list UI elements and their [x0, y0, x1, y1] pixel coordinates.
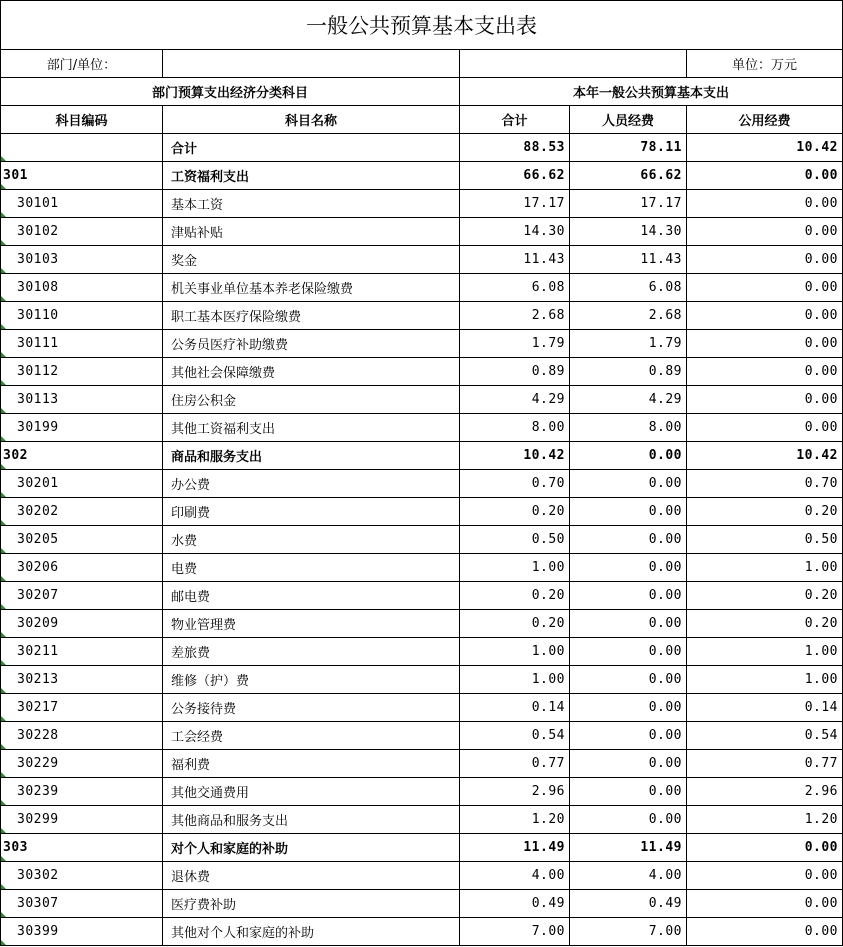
public-cell[interactable]: 2.96	[687, 778, 843, 806]
personnel-cell[interactable]: 0.89	[570, 358, 687, 386]
dept-label: 部门/单位：	[1, 50, 163, 78]
table-row	[1, 190, 843, 218]
name-cell[interactable]: 维修（护）费	[163, 666, 460, 694]
personnel-cell[interactable]: 0.00	[570, 610, 687, 638]
public-cell[interactable]: 1.00	[687, 554, 843, 582]
code-cell[interactable]: 30103	[1, 246, 163, 274]
table-row	[1, 134, 843, 162]
table-row	[1, 862, 843, 890]
personnel-cell[interactable]: 0.00	[570, 750, 687, 778]
total-cell[interactable]: 0.77	[460, 750, 570, 778]
personnel-cell[interactable]: 0.00	[570, 498, 687, 526]
personnel-cell[interactable]: 2.68	[570, 302, 687, 330]
code-cell[interactable]: 30307	[1, 890, 163, 918]
total-cell[interactable]: 0.20	[460, 498, 570, 526]
name-cell[interactable]: 退休费	[163, 862, 460, 890]
code-cell[interactable]: 30213	[1, 666, 163, 694]
code-cell[interactable]: 30209	[1, 610, 163, 638]
name-cell[interactable]: 奖金	[163, 246, 460, 274]
table-row	[1, 582, 843, 610]
total-cell[interactable]: 8.00	[460, 414, 570, 442]
total-cell[interactable]: 0.20	[460, 610, 570, 638]
personnel-cell[interactable]: 0.00	[570, 470, 687, 498]
personnel-cell[interactable]: 0.00	[570, 582, 687, 610]
name-cell[interactable]: 合计	[163, 134, 460, 162]
total-cell[interactable]: 7.00	[460, 918, 570, 946]
public-cell[interactable]: 0.00	[687, 274, 843, 302]
code-cell[interactable]: 30399	[1, 918, 163, 946]
total-cell[interactable]: 17.17	[460, 190, 570, 218]
meta-blank-cell[interactable]	[460, 50, 687, 78]
personnel-cell[interactable]: 0.00	[570, 554, 687, 582]
table-row	[1, 274, 843, 302]
personnel-cell[interactable]: 0.00	[570, 722, 687, 750]
name-cell[interactable]: 福利费	[163, 750, 460, 778]
personnel-cell[interactable]: 0.00	[570, 806, 687, 834]
name-cell[interactable]: 水费	[163, 526, 460, 554]
table-row	[1, 778, 843, 806]
code-cell[interactable]: 30207	[1, 582, 163, 610]
public-cell[interactable]: 0.00	[687, 246, 843, 274]
personnel-cell[interactable]: 0.00	[570, 666, 687, 694]
table-row	[1, 498, 843, 526]
name-cell[interactable]: 工会经费	[163, 722, 460, 750]
name-header: 科目名称	[163, 106, 460, 134]
total-cell[interactable]: 1.79	[460, 330, 570, 358]
personnel-cell[interactable]: 4.29	[570, 386, 687, 414]
current-year-header: 本年一般公共预算基本支出	[460, 78, 843, 106]
public-cell[interactable]: 0.00	[687, 358, 843, 386]
personnel-cell[interactable]: 0.00	[570, 694, 687, 722]
public-header: 公用经费	[687, 106, 843, 134]
name-cell[interactable]: 其他工资福利支出	[163, 414, 460, 442]
public-cell[interactable]: 10.42	[687, 442, 843, 470]
personnel-cell[interactable]: 66.62	[570, 162, 687, 190]
total-cell[interactable]: 0.49	[460, 890, 570, 918]
code-cell[interactable]: 30113	[1, 386, 163, 414]
public-cell[interactable]: 0.77	[687, 750, 843, 778]
public-cell[interactable]: 1.00	[687, 638, 843, 666]
public-cell[interactable]: 10.42	[687, 134, 843, 162]
name-cell[interactable]: 公务员医疗补助缴费	[163, 330, 460, 358]
dept-value-cell[interactable]	[163, 50, 460, 78]
code-cell[interactable]: 30205	[1, 526, 163, 554]
code-cell[interactable]: 30206	[1, 554, 163, 582]
name-cell[interactable]: 对个人和家庭的补助	[163, 834, 460, 862]
table-row	[1, 750, 843, 778]
personnel-header: 人员经费	[570, 106, 687, 134]
public-cell[interactable]: 0.70	[687, 470, 843, 498]
public-cell[interactable]: 0.00	[687, 162, 843, 190]
table-row	[1, 386, 843, 414]
personnel-cell[interactable]: 17.17	[570, 190, 687, 218]
table-row	[1, 694, 843, 722]
total-cell[interactable]: 10.42	[460, 442, 570, 470]
name-cell[interactable]: 其他交通费用	[163, 778, 460, 806]
name-cell[interactable]: 其他对个人和家庭的补助	[163, 918, 460, 946]
name-cell[interactable]: 机关事业单位基本养老保险缴费	[163, 274, 460, 302]
personnel-cell[interactable]: 7.00	[570, 918, 687, 946]
personnel-cell[interactable]: 11.43	[570, 246, 687, 274]
public-cell[interactable]: 0.14	[687, 694, 843, 722]
table-row	[1, 834, 843, 862]
code-cell[interactable]: 30228	[1, 722, 163, 750]
name-cell[interactable]: 办公费	[163, 470, 460, 498]
total-cell[interactable]: 6.08	[460, 274, 570, 302]
table-row	[1, 162, 843, 190]
total-cell[interactable]: 11.49	[460, 834, 570, 862]
code-cell[interactable]: 30229	[1, 750, 163, 778]
public-cell[interactable]: 0.00	[687, 414, 843, 442]
public-cell[interactable]: 0.00	[687, 302, 843, 330]
total-cell[interactable]: 0.14	[460, 694, 570, 722]
name-cell[interactable]: 商品和服务支出	[163, 442, 460, 470]
personnel-cell[interactable]: 6.08	[570, 274, 687, 302]
public-cell[interactable]: 1.20	[687, 806, 843, 834]
name-cell[interactable]: 印刷费	[163, 498, 460, 526]
table-row	[1, 246, 843, 274]
code-cell[interactable]: 30110	[1, 302, 163, 330]
name-cell[interactable]: 邮电费	[163, 582, 460, 610]
total-cell[interactable]: 0.89	[460, 358, 570, 386]
total-cell[interactable]: 88.53	[460, 134, 570, 162]
code-cell[interactable]: 30112	[1, 358, 163, 386]
total-cell[interactable]: 1.20	[460, 806, 570, 834]
table-row	[1, 358, 843, 386]
public-cell[interactable]: 1.00	[687, 666, 843, 694]
table-row	[1, 470, 843, 498]
public-cell[interactable]: 0.50	[687, 526, 843, 554]
code-cell[interactable]: 302	[1, 442, 163, 470]
table-row	[1, 638, 843, 666]
code-cell[interactable]: 30101	[1, 190, 163, 218]
code-cell[interactable]: 301	[1, 162, 163, 190]
name-cell[interactable]: 电费	[163, 554, 460, 582]
personnel-cell[interactable]: 0.00	[570, 442, 687, 470]
public-cell[interactable]: 0.00	[687, 862, 843, 890]
name-cell[interactable]: 公务接待费	[163, 694, 460, 722]
code-cell[interactable]: 30102	[1, 218, 163, 246]
public-cell[interactable]: 0.00	[687, 190, 843, 218]
table-row	[1, 806, 843, 834]
name-cell[interactable]: 物业管理费	[163, 610, 460, 638]
code-cell[interactable]	[1, 134, 163, 162]
personnel-cell[interactable]: 78.11	[570, 134, 687, 162]
total-cell[interactable]: 0.70	[460, 470, 570, 498]
total-cell[interactable]: 11.43	[460, 246, 570, 274]
table-row	[1, 666, 843, 694]
name-cell[interactable]: 其他社会保障缴费	[163, 358, 460, 386]
table-row	[1, 526, 843, 554]
total-cell[interactable]: 1.00	[460, 554, 570, 582]
table-row	[1, 330, 843, 358]
code-cell[interactable]: 30217	[1, 694, 163, 722]
code-cell[interactable]: 30199	[1, 414, 163, 442]
total-cell[interactable]: 0.50	[460, 526, 570, 554]
public-cell[interactable]: 0.20	[687, 582, 843, 610]
personnel-cell[interactable]: 0.00	[570, 526, 687, 554]
total-cell[interactable]: 2.96	[460, 778, 570, 806]
code-cell[interactable]: 30299	[1, 806, 163, 834]
public-cell[interactable]: 0.54	[687, 722, 843, 750]
code-cell[interactable]: 30111	[1, 330, 163, 358]
code-cell[interactable]: 30202	[1, 498, 163, 526]
total-cell[interactable]: 1.00	[460, 638, 570, 666]
classification-header: 部门预算支出经济分类科目	[1, 78, 460, 106]
unit-label: 单位：万元	[687, 50, 843, 78]
personnel-cell[interactable]: 0.49	[570, 890, 687, 918]
table-row	[1, 302, 843, 330]
total-cell[interactable]: 1.00	[460, 666, 570, 694]
public-cell[interactable]: 0.00	[687, 834, 843, 862]
name-cell[interactable]: 职工基本医疗保险缴费	[163, 302, 460, 330]
code-cell[interactable]: 30302	[1, 862, 163, 890]
public-cell[interactable]: 0.00	[687, 218, 843, 246]
total-cell[interactable]: 4.00	[460, 862, 570, 890]
personnel-cell[interactable]: 1.79	[570, 330, 687, 358]
name-cell[interactable]: 工资福利支出	[163, 162, 460, 190]
name-cell[interactable]: 差旅费	[163, 638, 460, 666]
table-row	[1, 218, 843, 246]
personnel-cell[interactable]: 14.30	[570, 218, 687, 246]
code-cell[interactable]: 30211	[1, 638, 163, 666]
personnel-cell[interactable]: 4.00	[570, 862, 687, 890]
public-cell[interactable]: 0.00	[687, 330, 843, 358]
name-cell[interactable]: 住房公积金	[163, 386, 460, 414]
personnel-cell[interactable]: 8.00	[570, 414, 687, 442]
personnel-cell[interactable]: 0.00	[570, 638, 687, 666]
personnel-cell[interactable]: 11.49	[570, 834, 687, 862]
name-cell[interactable]: 医疗费补助	[163, 890, 460, 918]
table-row	[1, 442, 843, 470]
table-row	[1, 722, 843, 750]
name-cell[interactable]: 其他商品和服务支出	[163, 806, 460, 834]
public-cell[interactable]: 0.00	[687, 386, 843, 414]
table-row	[1, 890, 843, 918]
public-cell[interactable]: 0.20	[687, 610, 843, 638]
table-row	[1, 610, 843, 638]
total-cell[interactable]: 2.68	[460, 302, 570, 330]
total-cell[interactable]: 14.30	[460, 218, 570, 246]
public-cell[interactable]: 0.20	[687, 498, 843, 526]
total-header: 合计	[460, 106, 570, 134]
total-cell[interactable]: 4.29	[460, 386, 570, 414]
table-title: 一般公共预算基本支出表	[1, 1, 843, 50]
total-cell[interactable]: 0.54	[460, 722, 570, 750]
code-cell[interactable]: 303	[1, 834, 163, 862]
code-header: 科目编码	[1, 106, 163, 134]
code-cell[interactable]: 30201	[1, 470, 163, 498]
total-cell[interactable]: 66.62	[460, 162, 570, 190]
table-row	[1, 554, 843, 582]
personnel-cell[interactable]: 0.00	[570, 778, 687, 806]
name-cell[interactable]: 津贴补贴	[163, 218, 460, 246]
name-cell[interactable]: 基本工资	[163, 190, 460, 218]
code-cell[interactable]: 30239	[1, 778, 163, 806]
total-cell[interactable]: 0.20	[460, 582, 570, 610]
code-cell[interactable]: 30108	[1, 274, 163, 302]
table-row	[1, 918, 843, 946]
public-cell[interactable]: 0.00	[687, 918, 843, 946]
table-row	[1, 414, 843, 442]
public-cell[interactable]: 0.00	[687, 890, 843, 918]
